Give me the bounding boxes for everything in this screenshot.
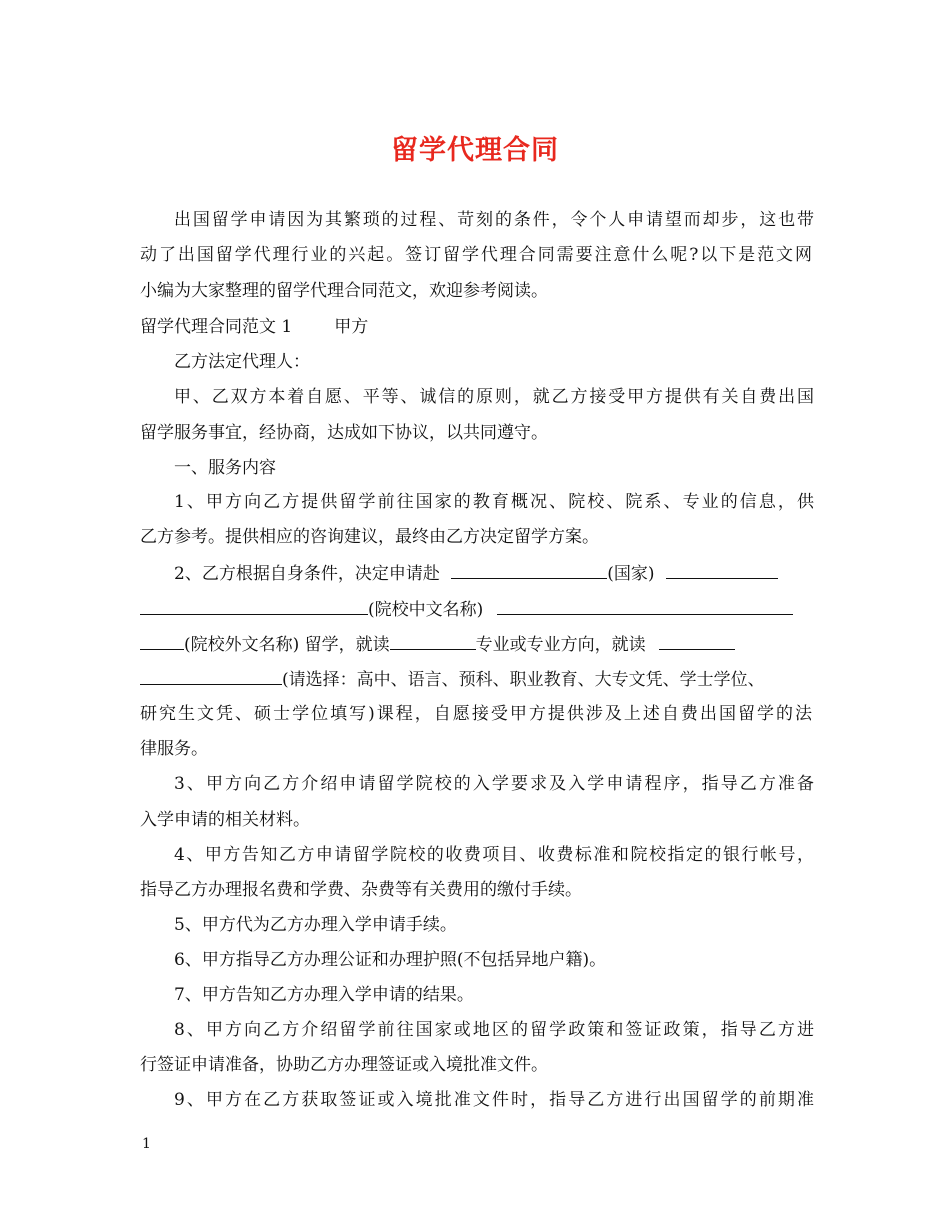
item4-line-1: 4、甲方告知乙方申请留学院校的收费项目、收费标准和院校指定的银行帐号，	[174, 845, 814, 865]
item1-line-1: 1、甲方向乙方提供留学前往国家的教育概况、院校、院系、专业的信息，供	[174, 492, 814, 512]
preamble-line-1: 甲、乙双方本着自愿、平等、诚信的原则，就乙方接受甲方提供有关自费出国	[174, 387, 814, 407]
document-title: 留学代理合同	[391, 135, 559, 166]
item2-line-2	[140, 596, 812, 622]
item3-line-1: 3、甲方向乙方介绍申请留学院校的入学要求及入学申请程序，指导乙方准备	[174, 774, 814, 794]
item2-line-5: 研究生文凭、硕士学位填写)课程，自愿接受甲方提供涉及上述自费出国留学的法	[140, 704, 812, 724]
program-blank-b	[140, 666, 282, 685]
sample-heading: 留学代理合同范文 1	[140, 317, 293, 337]
sample-heading-line	[140, 315, 812, 339]
party-b-label: 乙方法定代理人：	[174, 352, 310, 372]
item9-line-1: 9、甲方在乙方获取签证或入境批准文件时，指导乙方进行出国留学的前期准	[174, 1090, 814, 1110]
item2-line-3	[140, 631, 812, 657]
item2-text-d: (院校外文名称) 留学，就读	[184, 635, 390, 655]
school-chinese-blank	[140, 596, 368, 615]
item2-text-e: 专业或专业方向，就读	[475, 635, 646, 655]
item2-text-c: (院校中文名称)	[368, 600, 484, 620]
major-blank	[390, 631, 476, 650]
item6-line: 6、甲方指导乙方办理公证和办理护照(不包括异地户籍)。	[174, 950, 607, 970]
item8-line-2: 行签证申请准备，协助乙方办理签证或入境批准文件。	[140, 1055, 548, 1075]
item8-line-1: 8、甲方向乙方介绍留学前往国家或地区的留学政策和签证政策，指导乙方进	[174, 1020, 814, 1040]
item4-line-2: 指导乙方办理报名费和学费、杂费等有关费用的缴付手续。	[140, 880, 582, 900]
country-blank	[451, 560, 607, 579]
item2-text-f: (请选择：高中、语言、预科、职业教育、大专文凭、学士学位、	[282, 670, 765, 690]
school-foreign-blank-b	[140, 631, 184, 650]
item5-line: 5、甲方代为乙方办理入学申请手续。	[174, 915, 457, 935]
party-a-label: 甲方	[334, 317, 369, 337]
item3-line-2: 入学申请的相关材料。	[140, 810, 310, 830]
page-number: 1	[142, 1136, 151, 1152]
item2-line-6: 律服务。	[140, 739, 208, 759]
item2-line-4	[140, 666, 812, 692]
item2-text-b: (国家)	[607, 564, 655, 584]
item2-line-1	[174, 560, 814, 586]
item2-text-a: 2、乙方根据自身条件，决定申请赴	[174, 564, 440, 584]
item1-line-2: 乙方参考。提供相应的咨询建议，最终由乙方决定留学方案。	[140, 527, 599, 547]
preamble-line-2: 留学服务事宜，经协商，达成如下协议，以共同遵守。	[140, 423, 548, 443]
school-blank-a	[666, 560, 778, 579]
intro-line-2: 动了出国留学代理行业的兴起。签订留学代理合同需要注意什么呢?以下是范文网	[140, 245, 812, 265]
intro-line-3: 小编为大家整理的留学代理合同范文，欢迎参考阅读。	[140, 281, 548, 301]
intro-line-1: 出国留学申请因为其繁琐的过程、苛刻的条件，令个人申请望而却步，这也带	[174, 210, 814, 230]
school-foreign-blank-a	[497, 596, 793, 615]
program-blank-a	[659, 631, 735, 650]
item7-line: 7、甲方告知乙方办理入学申请的结果。	[174, 985, 474, 1005]
section-heading: 一、服务内容	[174, 458, 276, 478]
